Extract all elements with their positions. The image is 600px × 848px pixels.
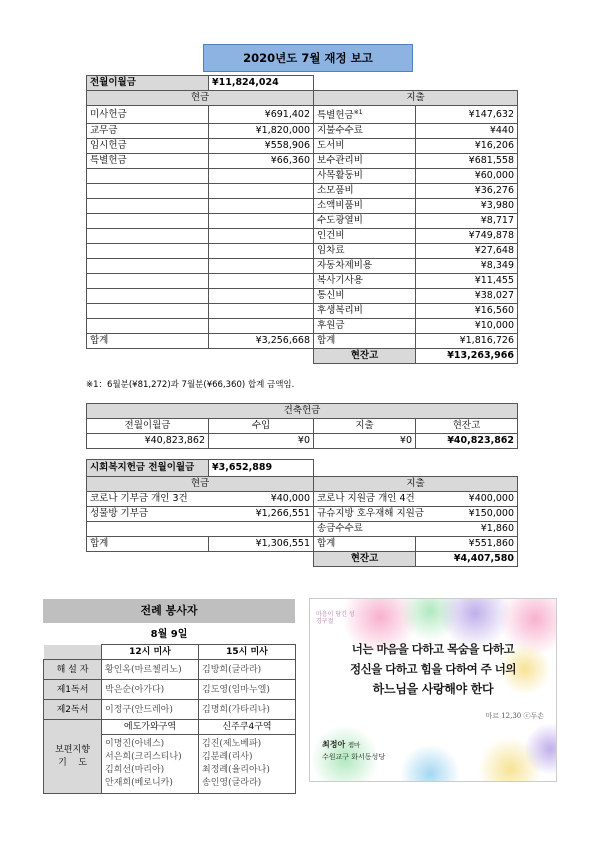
expense-label-text: 인건비 [317,230,345,242]
welfare-expense-label: 규슈지방 호우재해 지원금 [314,507,416,522]
expense-label [314,154,416,169]
role-reading-1: 제1독서 [44,680,102,700]
income-value: ¥558,906 [209,139,314,154]
expense-label-text: 복사기사용 [317,275,363,287]
expense-label [314,169,416,184]
expense-value: ¥8,349 [416,259,518,274]
mass-12-header: 12시 미사 [102,645,199,660]
expense-label-text: 임차료 [317,245,345,257]
volunteer-name: 안재희(베로니카) [105,778,173,788]
welfare-income-label: 성물방 기부금 [87,507,209,522]
expense-value: ¥681,558 [416,154,518,169]
welfare-income-total-value: ¥1,306,551 [209,537,314,552]
welfare-income-header: 현금 [87,477,314,492]
expense-value: ¥27,648 [416,244,518,259]
role-commentator: 해 설 자 [44,660,102,680]
income-label: 교무금 [87,124,209,139]
expense-value: ¥10,000 [416,319,518,334]
verse-line-1: 너는 마음을 다하고 목숨을 다하고 [351,642,515,656]
role-prayers [44,720,102,794]
expense-label [314,214,416,229]
author-name: 최정아 [322,740,346,749]
volunteer-name: 최정례(율리아나) [202,765,270,775]
expense-total-value: ¥1,816,726 [416,334,518,349]
welfare-expense-label: 코로나 지원금 개인 4건 [314,492,416,507]
welfare-expense-total-label: 합계 [314,537,416,552]
welfare-income-total-label: 합계 [87,537,209,552]
welfare-expense-total-value: ¥551,860 [416,537,518,552]
expense-label [314,106,416,124]
income-label: 특별헌금 [87,154,209,169]
prayers-zone-b [199,735,296,794]
balance-value: ¥13,263,966 [416,349,518,364]
expense-value: ¥147,632 [416,106,518,124]
building-col-carryover: 전월이월금 [87,419,209,434]
expense-label-text: 보수관리비 [317,155,363,167]
income-label: 미사헌금 [87,106,209,124]
expense-label [314,274,416,289]
welfare-expense-label: 송금수수료 [314,522,416,537]
expense-value: ¥38,027 [416,289,518,304]
expense-label [314,319,416,334]
volunteer-name: 박은순(아가다) [102,680,199,700]
volunteer-name: 김진(제노베파) [202,739,262,749]
expense-label-text: 수도광열비 [317,215,363,227]
carryover-label: 전월이월금 [87,76,209,91]
author-title: 젬마 [347,741,361,749]
welfare-carryover-label: 시회복지헌금 전월이월금 [87,460,209,477]
role-prayers-line2: 기 도 [58,757,87,768]
volunteer-name: 이명진(아녜스) [105,739,165,749]
building-col-expense: 지출 [314,419,416,434]
role-prayers-line1: 보편지향 [55,744,90,755]
building-header: 건축헌금 [87,404,518,419]
expense-label-text: 후생복리비 [317,305,363,317]
income-label: 임시헌금 [87,139,209,154]
expense-label-text: 지불수수료 [317,125,363,137]
volunteer-name: 김희선(마리아) [105,765,165,775]
welfare-balance-label: 현잔고 [314,552,416,567]
building-income: ¥0 [209,434,314,449]
expense-label-text: 자동차제비용 [317,260,373,272]
welfare-income-value: ¥1,266,551 [209,507,314,522]
verse-reference: 마르 12,30 ⓒ두손 [485,712,544,720]
volunteer-name: 서은희(크리스티나) [105,752,182,762]
author-parish: 수원교구 화서동성당 [322,753,386,761]
income-total-value: ¥3,256,668 [209,334,314,349]
expense-value: ¥11,455 [416,274,518,289]
mass-15-header: 15시 미사 [199,645,296,660]
expense-label [314,229,416,244]
income-value: ¥691,402 [209,106,314,124]
income-value: ¥66,360 [209,154,314,169]
volunteer-name: 김분례(리사) [202,752,253,762]
cash-table [86,75,518,364]
expense-value: ¥3,980 [416,199,518,214]
expense-label-text: 소모품비 [317,185,354,197]
volunteer-name: 송인영(글라라) [202,778,262,788]
volunteers-date: 8월 9일 [150,629,188,640]
expense-label [314,139,416,154]
expense-value: ¥36,276 [416,184,518,199]
zone-b-header: 신주쿠4구역 [199,720,296,735]
welfare-balance-value: ¥4,407,580 [416,552,518,567]
building-fund-table [86,403,518,449]
expense-label-text: 소액비품비 [317,200,363,212]
welfare-income-label: 코로나 기부금 개인 3건 [87,492,209,507]
expense-label [314,124,416,139]
volunteer-name: 황인옥(마르첼리노) [102,660,199,680]
welfare-carryover-value: ¥3,652,889 [209,460,314,477]
expense-value: ¥16,206 [416,139,518,154]
expense-value: ¥440 [416,124,518,139]
income-value: ¥1,820,000 [209,124,314,139]
carryover-value: ¥11,824,024 [209,76,314,91]
balance-label: 현잔고 [314,349,416,364]
expense-label-text: 후원금 [317,320,345,332]
volunteer-name: 김방희(글라라) [199,660,296,680]
bible-verse-card [309,598,557,782]
expense-label [314,289,416,304]
welfare-expense-value: ¥150,000 [416,507,518,522]
building-balance: ¥40,823,862 [416,434,518,449]
footnote-mark: ※1 [353,109,363,116]
expense-label [314,184,416,199]
zone-a-header: 에도가와구역 [102,720,199,735]
building-col-balance: 현잔고 [416,419,518,434]
expense-label [314,244,416,259]
expense-value: ¥16,560 [416,304,518,319]
expense-header: 지출 [314,91,518,106]
income-total-label: 합계 [87,334,209,349]
expense-label-text: 특별헌금 [317,110,354,122]
volunteer-name: 이정구(안드레아) [102,700,199,720]
expense-label-text: 도서비 [317,140,345,152]
expense-value: ¥8,717 [416,214,518,229]
income-header: 현금 [87,91,314,106]
building-carryover: ¥40,823,862 [87,434,209,449]
welfare-expense-value: ¥400,000 [416,492,518,507]
report-title: 2020년도 7월 재정 보고 [203,44,413,72]
building-col-income: 수입 [209,419,314,434]
building-expense: ¥0 [314,434,416,449]
expense-label [314,304,416,319]
card-corner-text: 마음이 담긴 성경구절 [316,611,355,625]
verse-line-3: 하느님을 사랑해야 한다 [372,682,494,696]
volunteers-title: 전례 봉사자 [43,599,295,623]
welfare-expense-header: 지출 [314,477,518,492]
verse-line-2: 정신을 다하고 힘을 다하여 주 너의 [349,662,517,676]
expense-value: ¥60,000 [416,169,518,184]
expense-value: ¥749,878 [416,229,518,244]
volunteer-name: 김명희(가타리나) [199,700,296,720]
card-author [322,739,385,762]
expense-label [314,259,416,274]
expense-label-text: 통신비 [317,290,345,302]
welfare-table [86,459,518,567]
expense-label-text: 사목활동비 [317,170,363,182]
expense-label [314,199,416,214]
volunteers-table [43,644,296,794]
verse-text [312,639,554,699]
prayers-zone-a [102,735,199,794]
expense-total-label: 합계 [314,334,416,349]
volunteer-name: 김도영(임마누엘) [199,680,296,700]
role-reading-2: 제2독서 [44,700,102,720]
footnote: ※1：6월분(¥81,272)과 7월분(¥66,360) 합계 금액임. [86,380,295,390]
welfare-expense-value: ¥1,860 [416,522,518,537]
welfare-income-value: ¥40,000 [209,492,314,507]
